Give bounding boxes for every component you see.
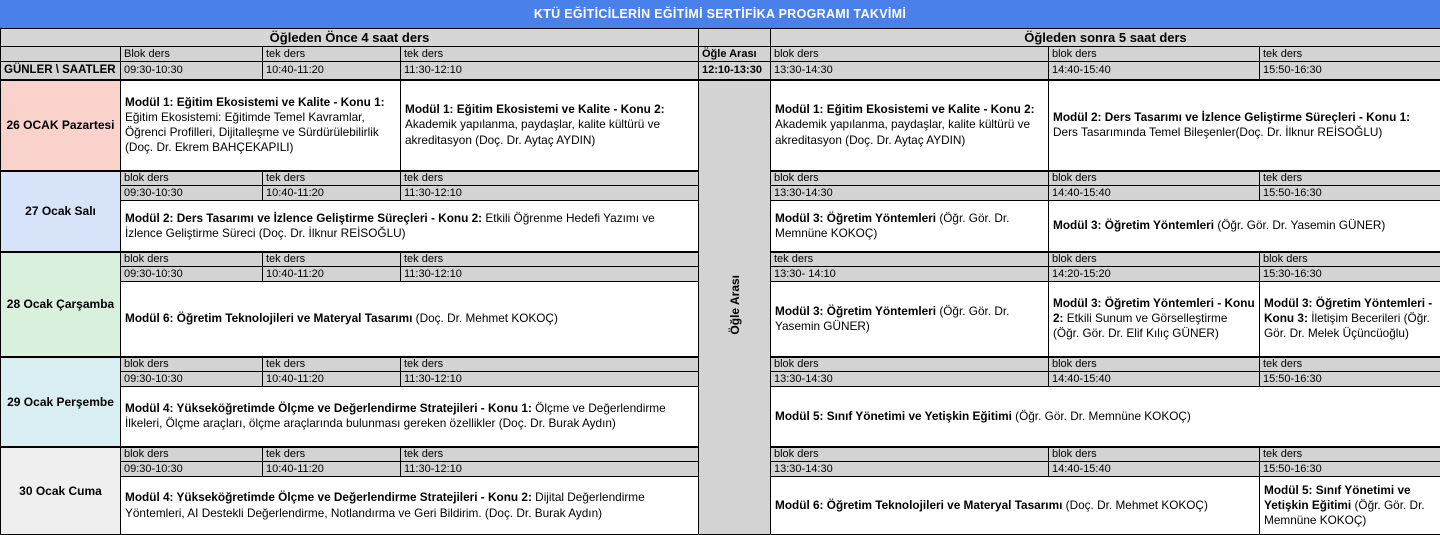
slot-time-cell: 13:30-14:30 bbox=[771, 372, 1049, 387]
slot-time-cell: 10:40-11:20 bbox=[263, 62, 401, 80]
slot-time-cell: 10:40-11:20 bbox=[263, 462, 401, 477]
slot-type-cell: tek ders bbox=[263, 252, 401, 267]
slot-type-cell: blok ders bbox=[1049, 47, 1260, 62]
slot-type-cell: blok ders bbox=[1049, 447, 1260, 462]
course-title: Modül 1: Eğitim Ekosistemi ve Kalite - Konu 2: bbox=[775, 102, 1035, 116]
slot-type-cell: blok ders bbox=[121, 357, 263, 372]
day-cell-wednesday: 28 Ocak Çarşamba bbox=[1, 252, 121, 357]
slot-type-cell: blok ders bbox=[771, 47, 1049, 62]
slot-type-cell: blok ders bbox=[121, 447, 263, 462]
course-desc: (Öğr. Gör. Dr. Yasemin GÜNER) bbox=[1217, 218, 1385, 232]
slot-type-cell: tek ders bbox=[1260, 357, 1440, 372]
course-desc: Akademik yapılanma, paydaşlar, kalite kültürü ve akreditasyon (Doç. Dr. Aytaç AYDIN) bbox=[405, 117, 660, 146]
course-cell bbox=[121, 477, 699, 535]
slot-type-cell: tek ders bbox=[401, 357, 699, 372]
slot-type-cell: tek ders bbox=[401, 447, 699, 462]
course-title: Modül 2: Ders Tasarımı ve İzlence Geliştirme Süreçleri - Konu 1: bbox=[1053, 110, 1410, 124]
slot-time-cell: 11:30-12:10 bbox=[401, 186, 699, 201]
course-title: Modül 6: Öğretim Teknolojileri ve Materyal Tasarımı bbox=[125, 311, 412, 325]
course-cell bbox=[121, 80, 401, 171]
slot-type-cell: tek ders bbox=[1260, 47, 1440, 62]
slot-time-cell: 11:30-12:10 bbox=[401, 62, 699, 80]
course-title: Modül 3: Öğretim Yöntemleri bbox=[775, 304, 936, 318]
course-title: Modül 5: Sınıf Yönetimi ve Yetişkin Eğitimi bbox=[1264, 483, 1411, 512]
course-desc: Etkili Öğrenme Hedefi Yazımı ve İzlence Geliştirme Süreci (Doç. Dr. İlknur REİSOĞLU) bbox=[125, 211, 655, 240]
course-cell bbox=[771, 387, 1440, 447]
course-title: Modül 3: Öğretim Yöntemleri bbox=[775, 211, 936, 225]
slot-type-cell: tek ders bbox=[263, 47, 401, 62]
course-cell bbox=[771, 201, 1049, 252]
course-title: Modül 3: Öğretim Yöntemleri - Konu 2: bbox=[1053, 296, 1255, 325]
course-cell bbox=[771, 80, 1049, 171]
slot-time-cell: 09:30-10:30 bbox=[121, 372, 263, 387]
course-desc: Dijital Değerlendirme Yöntemleri, AI Destekli Değerlendirme, Notlandırma ve Geri Bildirim. (Doç. Dr. Burak Aydın) bbox=[125, 490, 645, 519]
course-title: Modül 3: Öğretim Yöntemleri bbox=[1053, 218, 1214, 232]
course-desc: İletişim Becerileri (Öğr. Gör. Dr. Melek Üçüncüoğlu) bbox=[1264, 311, 1430, 340]
slot-type-cell: blok ders bbox=[771, 447, 1049, 462]
slot-type-cell: tek ders bbox=[401, 47, 699, 62]
course-title: Modül 1: Eğitim Ekosistemi ve Kalite - Konu 2: bbox=[405, 102, 665, 116]
slot-type-cell: blok ders bbox=[1049, 171, 1260, 186]
slot-time-cell: 14:20-15:20 bbox=[1049, 267, 1260, 282]
slot-time-cell: 09:30-10:30 bbox=[121, 62, 263, 80]
course-desc: (Öğr. Gör. Dr. Memnüne KOKOÇ) bbox=[1015, 409, 1191, 423]
slot-time-cell: 15:30-16:30 bbox=[1260, 267, 1440, 282]
slot-type-cell: tek ders bbox=[1260, 447, 1440, 462]
course-title: Modül 4: Yükseköğretimde Ölçme ve Değerlendirme Stratejileri - Konu 2: bbox=[125, 490, 532, 504]
slot-type-cell: Blok ders bbox=[121, 47, 263, 62]
course-desc: (Öğr. Gör. Dr. Yasemin GÜNER) bbox=[775, 304, 1009, 333]
slot-type-cell: tek ders bbox=[401, 252, 699, 267]
slot-type-cell: tek ders bbox=[263, 357, 401, 372]
course-desc: (Öğr. Gör. Dr. Memnüne KOKOÇ) bbox=[1264, 498, 1425, 527]
lunch-header-spacer bbox=[699, 29, 771, 47]
lunch-band-label: Öğle Arası bbox=[728, 275, 742, 335]
course-cell bbox=[121, 201, 699, 252]
slot-time-cell: 14:40-15:40 bbox=[1049, 62, 1260, 80]
course-cell bbox=[1049, 80, 1440, 171]
slot-time-cell: 10:40-11:20 bbox=[263, 372, 401, 387]
course-title: Modül 6: Öğretim Teknolojileri ve Materyal Tasarımı bbox=[775, 498, 1062, 512]
section-header-afternoon: Öğleden sonra 5 saat ders bbox=[771, 29, 1440, 47]
course-title: Modül 3: Öğretim Yöntemleri - Konu 3: bbox=[1264, 296, 1432, 325]
course-cell bbox=[1260, 477, 1440, 535]
slot-time-cell: 15:50-16:30 bbox=[1260, 62, 1440, 80]
lunch-band bbox=[699, 80, 771, 535]
slot-type-cell: blok ders bbox=[1049, 357, 1260, 372]
slot-time-cell: 13:30-14:30 bbox=[771, 62, 1049, 80]
slot-time-cell: 09:30-10:30 bbox=[121, 462, 263, 477]
slot-time-cell: 11:30-12:10 bbox=[401, 267, 699, 282]
course-desc: (Doç. Dr. Mehmet KOKOÇ) bbox=[416, 311, 558, 325]
course-cell bbox=[121, 282, 699, 357]
corner-spacer bbox=[1, 47, 121, 62]
course-cell bbox=[1049, 201, 1440, 252]
lunch-label: Öğle Arası bbox=[699, 47, 771, 62]
course-desc: Etkili Sunum ve Görselleştirme (Öğr. Gör. Dr. Elif Kılıç GÜNER) bbox=[1053, 311, 1227, 340]
slot-time-cell: 10:40-11:20 bbox=[263, 186, 401, 201]
course-title: Modül 1: Eğitim Ekosistemi ve Kalite - Konu 1: bbox=[125, 95, 385, 109]
course-desc: Ders Tasarımında Temel Bileşenler(Doç. Dr. İlknur REİSOĞLU) bbox=[1053, 125, 1382, 139]
day-cell-thursday: 29 Ocak Perşembe bbox=[1, 357, 121, 447]
course-desc: (Öğr. Gör. Dr. Memnüne KOKOÇ) bbox=[775, 211, 1009, 240]
slot-type-cell: blok ders bbox=[771, 171, 1049, 186]
day-cell-friday: 30 Ocak Cuma bbox=[1, 447, 121, 535]
slot-type-cell: tek ders bbox=[401, 171, 699, 186]
course-desc: (Doç. Dr. Mehmet KOKOÇ) bbox=[1066, 498, 1208, 512]
page-title: KTÜ EĞİTİCİLERİN EĞİTİMİ SERTİFİKA PROGRAMI TAKVİMİ bbox=[0, 0, 1440, 28]
slot-time-cell: 13:30- 14:10 bbox=[771, 267, 1049, 282]
slot-type-cell: blok ders bbox=[121, 252, 263, 267]
slot-time-cell: 14:40-15:40 bbox=[1049, 372, 1260, 387]
course-title: Modül 2: Ders Tasarımı ve İzlence Geliştirme Süreçleri - Konu 2: bbox=[125, 211, 482, 225]
course-cell bbox=[121, 387, 699, 447]
course-title: Modül 5: Sınıf Yönetimi ve Yetişkin Eğitimi bbox=[775, 409, 1012, 423]
slot-type-cell: blok ders bbox=[1260, 252, 1440, 267]
day-cell-tuesday: 27 Ocak Salı bbox=[1, 171, 121, 252]
slot-time-cell: 14:40-15:40 bbox=[1049, 186, 1260, 201]
course-desc: Ölçme ve Değerlendirme İlkeleri, Ölçme araçları, ölçme araçlarında bulunması gereken özellikler (Doç. Dr. Burak Aydın) bbox=[125, 401, 666, 430]
day-cell-monday: 26 OCAK Pazartesi bbox=[1, 80, 121, 171]
slot-time-cell: 11:30-12:10 bbox=[401, 462, 699, 477]
course-cell bbox=[771, 477, 1260, 535]
course-cell bbox=[1049, 282, 1260, 357]
slot-time-cell: 13:30-14:30 bbox=[771, 462, 1049, 477]
slot-time-cell: 09:30-10:30 bbox=[121, 186, 263, 201]
slot-type-cell: tek ders bbox=[263, 447, 401, 462]
slot-time-cell: 10:40-11:20 bbox=[263, 267, 401, 282]
course-desc: Akademik yapılanma, paydaşlar, kalite kültürü ve akreditasyon (Doç. Dr. Aytaç AYDIN) bbox=[775, 117, 1030, 146]
schedule-table bbox=[0, 28, 1440, 535]
slot-type-cell: tek ders bbox=[263, 171, 401, 186]
slot-time-cell: 15:50-16:30 bbox=[1260, 372, 1440, 387]
slot-time-cell: 13:30-14:30 bbox=[771, 186, 1049, 201]
days-times-corner: GÜNLER \ SAATLER bbox=[1, 62, 121, 80]
course-title: Modül 4: Yükseköğretimde Ölçme ve Değerlendirme Stratejileri - Konu 1: bbox=[125, 401, 532, 415]
slot-time-cell: 15:50-16:30 bbox=[1260, 186, 1440, 201]
course-cell bbox=[1260, 282, 1440, 357]
course-cell bbox=[771, 282, 1049, 357]
slot-type-cell: tek ders bbox=[771, 252, 1049, 267]
slot-type-cell: blok ders bbox=[1049, 252, 1260, 267]
section-header-morning: Öğleden Önce 4 saat ders bbox=[1, 29, 699, 47]
slot-time-cell: 11:30-12:10 bbox=[401, 372, 699, 387]
slot-type-cell: tek ders bbox=[1260, 171, 1440, 186]
slot-time-cell: 14:40-15:40 bbox=[1049, 462, 1260, 477]
course-cell bbox=[401, 80, 699, 171]
lunch-time: 12:10-13:30 bbox=[699, 62, 771, 80]
slot-time-cell: 09:30-10:30 bbox=[121, 267, 263, 282]
slot-time-cell: 15:50-16:30 bbox=[1260, 462, 1440, 477]
course-desc: Eğitim Ekosistemi: Eğitimde Temel Kavramlar, Öğrenci Profilleri, Dijitalleşme ve Sürdürülebilirlik (Doç. Dr. Ekrem BAHÇEKAPILI) bbox=[125, 110, 379, 154]
slot-type-cell: blok ders bbox=[121, 171, 263, 186]
slot-type-cell: blok ders bbox=[771, 357, 1049, 372]
